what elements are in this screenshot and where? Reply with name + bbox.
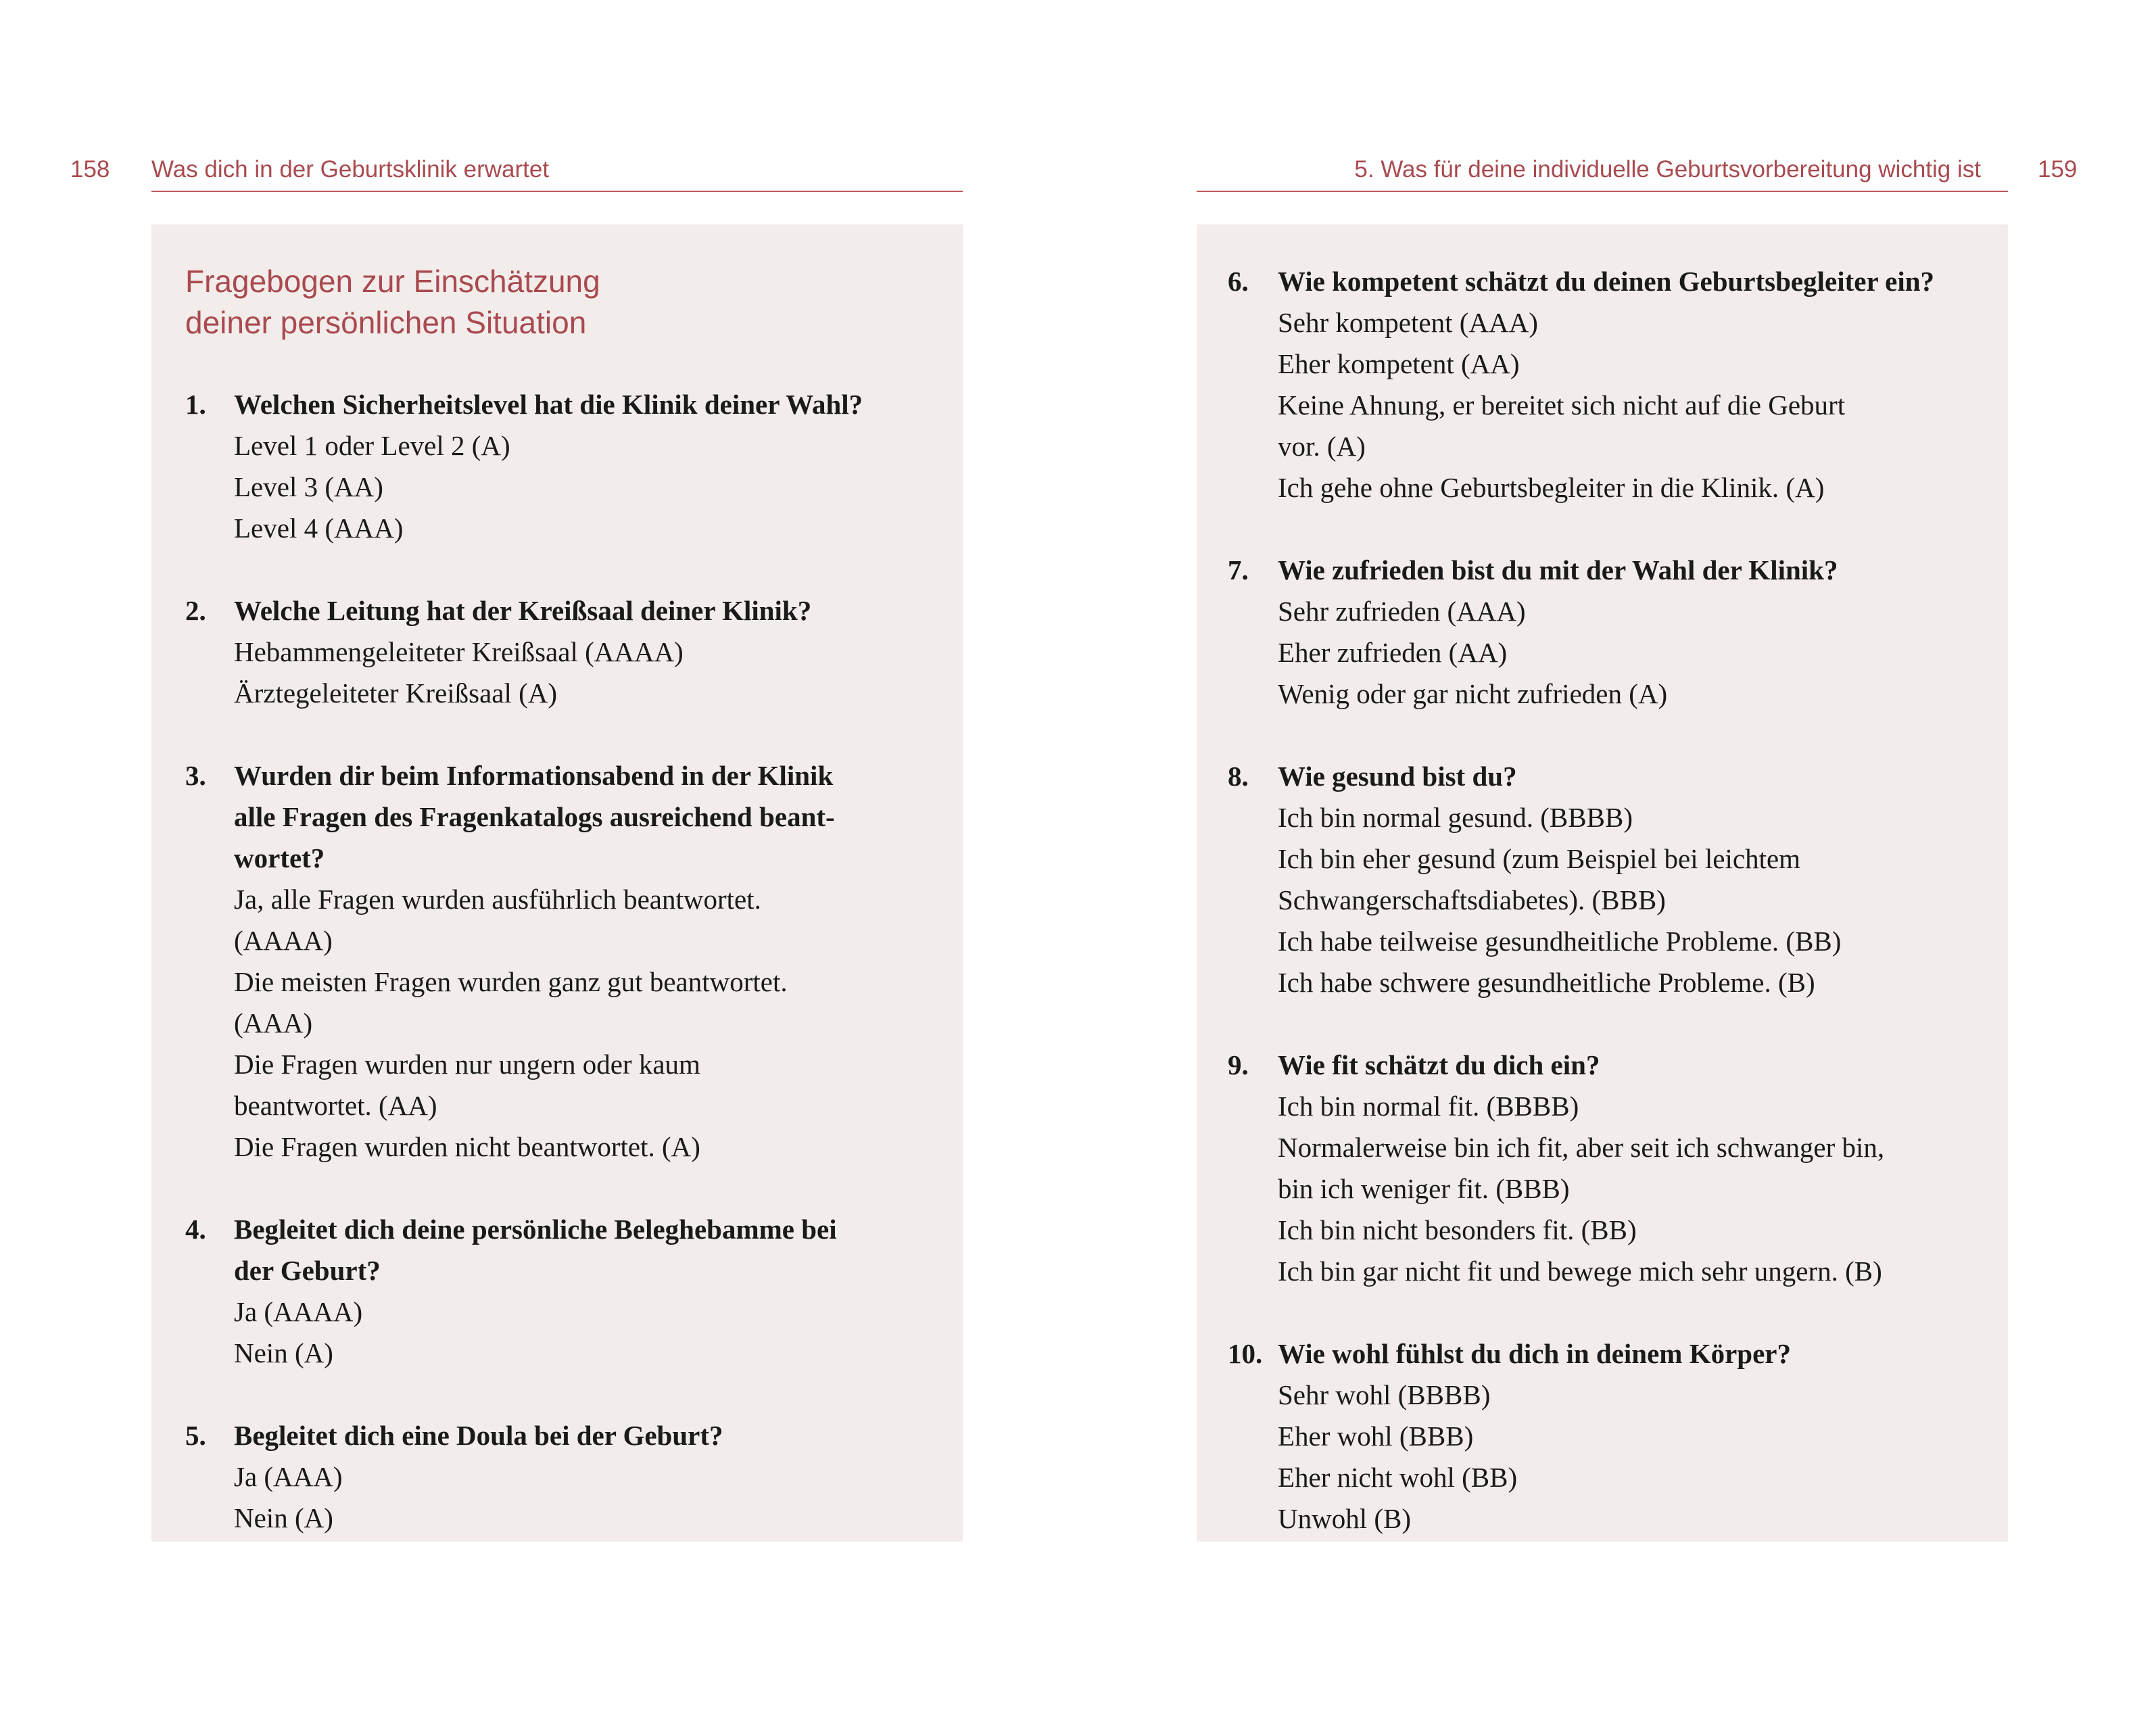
answer-option: vor. (A) [1278,431,1366,462]
question-text: wortet? [234,842,325,874]
right-page [1078,0,2155,1718]
answer-option: Sehr zufrieden (AAA) [1278,596,1526,627]
question-number: 2. [185,595,206,626]
header-rule [151,191,963,192]
question-text: Welchen Sicherheitslevel hat die Klinik deiner Wahl? [234,389,863,420]
answer-option: Wenig oder gar nicht zufrieden (A) [1278,678,1668,709]
question-number: 7. [1228,554,1249,586]
answer-option: Ich gehe ohne Geburtsbegleiter in die Klinik. (A) [1278,472,1825,503]
question-6 [1228,261,1998,508]
answer-option: Hebammengeleiteter Kreißsaal (AAAA) [234,636,684,667]
answer-option: Keine Ahnung, er bereitet sich nicht auf die Geburt [1278,389,1846,421]
question-text: Welche Leitung hat der Kreißsaal deiner Klinik? [234,595,812,626]
question-5 [185,1415,942,1539]
answer-option: Normalerweise bin ich fit, aber seit ich schwanger bin, [1278,1132,1885,1163]
page-number: 159 [2038,156,2078,183]
answer-option: Ich bin normal fit. (BBBB) [1278,1091,1579,1122]
answer-option: (AAA) [234,1007,313,1039]
header-rule [1197,191,2008,192]
question-text: der Geburt? [234,1255,381,1286]
question-2 [185,590,942,714]
question-number: 1. [185,389,206,420]
box-title-line: deiner persönlichen Situation [185,305,587,340]
box-title [185,261,942,343]
question-text: Wie zufrieden bist du mit der Wahl der Klinik? [1278,554,1838,586]
questionnaire-box [1197,224,2008,1542]
answer-option: Ärztegeleiteter Kreißsaal (A) [234,677,558,709]
question-text: Begleitet dich deine persönliche Beleghebamme bei [234,1214,837,1245]
answer-option: Die meisten Fragen wurden ganz gut beantwortet. [234,966,788,997]
question-8 [1228,756,1998,1003]
answer-option: Ja (AAA) [234,1461,343,1492]
question-10 [1228,1333,1998,1540]
answer-option: Ich bin eher gesund (zum Beispiel bei leichtem [1278,843,1801,874]
answer-option: Level 4 (AAA) [234,512,404,544]
box-content [185,261,942,1539]
answer-option: Sehr wohl (BBBB) [1278,1379,1491,1410]
answer-option: Ich bin nicht besonders fit. (BB) [1278,1214,1637,1245]
answer-option: Level 1 oder Level 2 (A) [234,430,510,461]
answer-option: beantwortet. (AA) [234,1090,437,1121]
question-3 [185,755,942,1168]
question-text: Wie kompetent schätzt du deinen Geburtsbegleiter ein? [1278,266,1935,297]
answer-option: Ja (AAAA) [234,1296,363,1327]
question-number: 9. [1228,1049,1249,1080]
question-text: Begleitet dich eine Doula bei der Geburt? [234,1420,723,1451]
question-number: 5. [185,1420,206,1451]
answer-option: Eher kompetent (AA) [1278,348,1520,379]
answer-option: Eher wohl (BBB) [1278,1421,1474,1452]
answer-option: Ich habe schwere gesundheitliche Probleme. (B) [1278,967,1815,998]
running-head: 5. Was für deine individuelle Geburtsvorbereitung wichtig ist [1354,156,1981,183]
question-7 [1228,550,1998,715]
answer-option: Nein (A) [234,1502,333,1533]
question-text: Wurden dir beim Informationsabend in der Klinik [234,760,834,791]
question-1 [185,384,942,549]
question-text: Wie wohl fühlst du dich in deinem Körper? [1278,1338,1791,1369]
question-text: Wie fit schätzt du dich ein? [1278,1049,1600,1080]
answer-option: Eher nicht wohl (BB) [1278,1462,1518,1493]
answer-option: Schwangerschaftsdiabetes). (BBB) [1278,884,1666,915]
answer-option: Ich bin normal gesund. (BBBB) [1278,802,1633,833]
running-head: Was dich in der Geburtsklinik erwartet [151,156,550,183]
box-content [1228,261,1998,1540]
answer-option: Ich habe teilweise gesundheitliche Probleme. (BB) [1278,926,1842,957]
box-title-line: Fragebogen zur Einschätzung [185,264,600,299]
answer-option: Unwohl (B) [1278,1503,1412,1534]
answer-option: Ich bin gar nicht fit und bewege mich sehr ungern. (B) [1278,1256,1882,1287]
answer-option: Ja, alle Fragen wurden ausführlich beantwortet. [234,884,761,915]
answer-option: Die Fragen wurden nur ungern oder kaum [234,1049,700,1080]
question-number: 8. [1228,761,1249,792]
answer-option: bin ich weniger fit. (BBB) [1278,1173,1570,1204]
answer-option: Die Fragen wurden nicht beantwortet. (A) [234,1131,700,1162]
question-number: 3. [185,760,206,791]
question-number: 10. [1228,1338,1263,1369]
question-number: 6. [1228,266,1249,297]
answer-option: Sehr kompetent (AAA) [1278,307,1538,338]
answer-option: (AAAA) [234,925,333,956]
question-text: Wie gesund bist du? [1278,761,1517,792]
question-number: 4. [185,1214,206,1245]
question-4 [185,1209,942,1374]
question-text: alle Fragen des Fragenkatalogs ausreichend beant- [234,801,835,832]
answer-option: Nein (A) [234,1337,333,1368]
question-9 [1228,1045,1998,1292]
answer-option: Eher zufrieden (AA) [1278,637,1508,668]
page-number: 158 [70,156,110,183]
questionnaire-box [151,224,963,1542]
answer-option: Level 3 (AA) [234,471,383,502]
